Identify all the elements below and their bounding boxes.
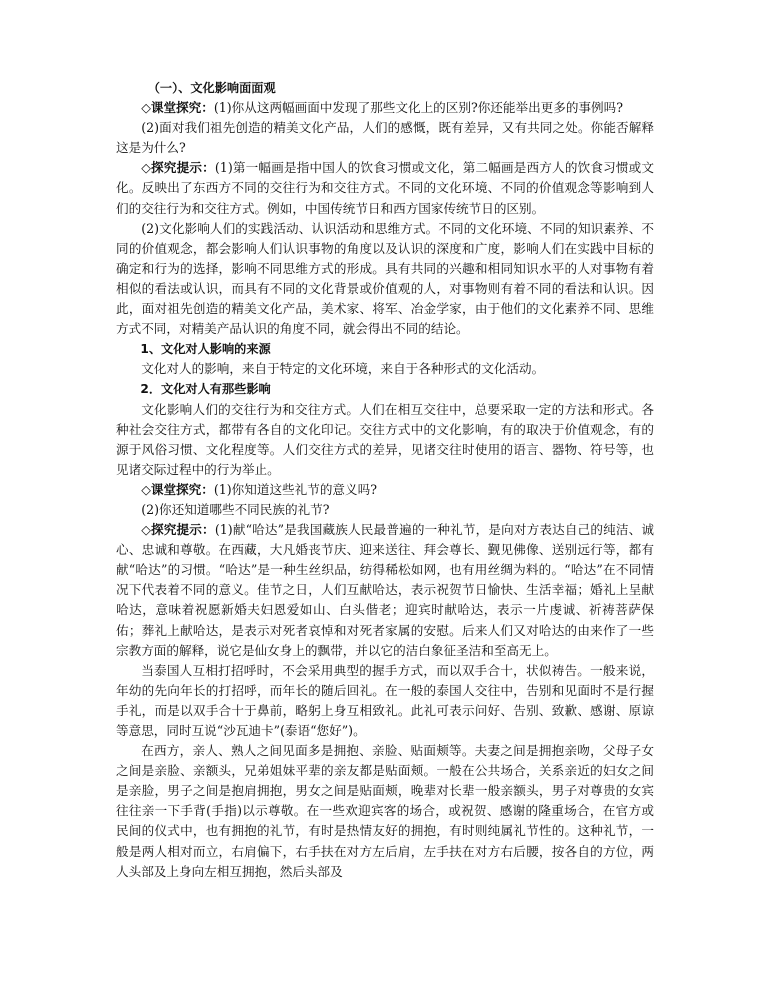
- paragraph-text: (2)你还知道哪些不同民族的礼节?: [141, 501, 330, 517]
- paragraph-text: (1)你从这两幅画面中发现了那些文化上的区别?你还能举出更多的事例吗?: [213, 100, 623, 116]
- paragraph-influence: [116, 400, 654, 480]
- paragraph-text: 在西方，亲人、熟人之间见面多是拥抱、亲脸、贴面颊等。夫妻之间是拥抱亲吻，父母子女之间是亲脸、亲额头，兄弟姐妹平辈的亲友都是贴面颊。一般在公共场合，关系亲近的妇女之间是亲脸，男子之间是抱肩拥抱，男女之间是贴面颊，晚辈对长辈一般亲额头，男子对尊贵的女宾往往亲一下手背(手指)以示尊敬。在一些欢迎宾客的场合，或祝贺、感谢的隆重场合，在官方或民间的仪式中，也有拥抱的礼节，有时是热情友好的拥抱，有时则纯属礼节性的。这种礼节，一般是两人相对而立，右肩偏下，右手扶在对方左后肩，左手扶在对方右后腰，按各自的方位，两人头部及上身向左相互拥抱，然后头部及: [116, 743, 654, 879]
- paragraph-lead: ◇课堂探究：: [141, 100, 214, 116]
- subheading-2: 2．文化对人有那些影响: [140, 382, 271, 397]
- paragraph-text: (1)你知道这些礼节的意义吗?: [213, 481, 377, 497]
- paragraph-text: 当泰国人互相打招呼时，不会采用典型的握手方式，而以双手合十，状似祷告。一般来说，年幼的先向年长的打招呼，而年长的随后回礼。在一般的泰国人交往中，告别和见面时不是行握手礼，而是以双手合十于鼻前，略躬上身互相致礼。此礼可表示问好、告别、致歉、感谢、原谅等意思，同时互说“沙瓦迪卡”(泰语“您好”)。: [116, 662, 654, 738]
- paragraph-west: [116, 741, 654, 882]
- paragraph-source: [116, 359, 654, 379]
- paragraph-hint-2: [116, 219, 654, 340]
- paragraph-inquiry-4: [116, 500, 654, 520]
- section-title: （一）、文化影响面面观: [147, 81, 276, 95]
- paragraph-lead: ◇探究提示：: [141, 160, 215, 176]
- paragraph-inquiry-3: [116, 480, 654, 500]
- paragraph-hint-1: [116, 158, 654, 218]
- paragraph-text: 文化对人的影响，来自于特定的文化环境，来自于各种形式的文化活动。: [141, 361, 545, 377]
- paragraph-lead: ◇课堂探究：: [141, 481, 214, 497]
- paragraph-inquiry-2: [116, 118, 654, 158]
- paragraph-inquiry-1: [116, 98, 654, 118]
- paragraph-text: (2)文化影响人们的实践活动、认识活动和思维方式。不同的文化环境、不同的知识素养、不同的价值观念，都会影响人们认识事物的角度以及认识的深度和广度，影响人们在实践中目标的确定和行为的选择，影响不同思维方式的形成。具有共同的兴趣和相同知识水平的人对事物有着相似的看法或认识，而具有不同的文化背景或价值观的人，对事物则有着不同的看法和认识。因此，面对祖先创造的精美文化产品，美术家、将军、冶金学家，由于他们的文化素养不同、思维方式不同，对精美产品认识的角度不同，就会得出不同的结论。: [116, 220, 654, 337]
- paragraph-text: 文化影响人们的交往行为和交往方式。人们在相互交往中，总要采取一定的方法和形式。各种社会交往方式，都带有各自的文化印记。交往方式中的文化影响，有的取决于价值观念，有的源于风俗习惯、文化程度等。人们交往方式的差异，见诸交往时使用的语言、器物、符号等，也见诸交际过程中的行为举止。: [116, 401, 654, 477]
- paragraph-text: (1)献“哈达”是我国藏族人民最普遍的一种礼节，是向对方表达自己的纯洁、诚心、忠诚和尊敬。在西藏，大凡婚丧节庆、迎来送往、拜会尊长、觐见佛像、送别远行等，都有献“哈达”的习惯。“哈达”是一种生丝织品，纺得稀松如网，也有用丝绸为料的。“哈达”在不同情况下代表着不同的意义。佳节之日，人们互献哈达，表示祝贺节日愉快、生活幸福；婚礼上呈献哈达，意味着祝愿新婚夫妇恩爱如山、白头偕老；迎宾时献哈达，表示一片虔诚、祈祷菩萨保佑；葬礼上献哈达，是表示对死者哀悼和对死者家属的安慰。后来人们又对哈达的由来作了一些宗教方面的解释，说它是仙女身上的飘带，并以它的洁白象征圣洁和至高无上。: [116, 522, 655, 658]
- subheading-1: 1、文化对人影响的来源: [140, 342, 271, 357]
- paragraph-text: (1)第一幅画是指中国人的饮食习惯或文化，第二幅画是西方人的饮食习惯或文化。反映出了东西方不同的交往行为和交往方式。不同的文化环境、不同的价值观念等影响到人们的交往行为和交往方式。例如，中国传统节日和西方国家传统节日的区别。: [116, 160, 655, 216]
- document-page: [116, 78, 654, 882]
- paragraph-text: (2)面对我们祖先创造的精美文化产品，人们的感慨，既有差异，又有共同之处。你能否解释这是为什么?: [116, 120, 654, 156]
- paragraph-hint-hada: [116, 520, 654, 661]
- paragraph-lead: ◇探究提示：: [141, 522, 215, 538]
- paragraph-thailand: [116, 661, 654, 741]
